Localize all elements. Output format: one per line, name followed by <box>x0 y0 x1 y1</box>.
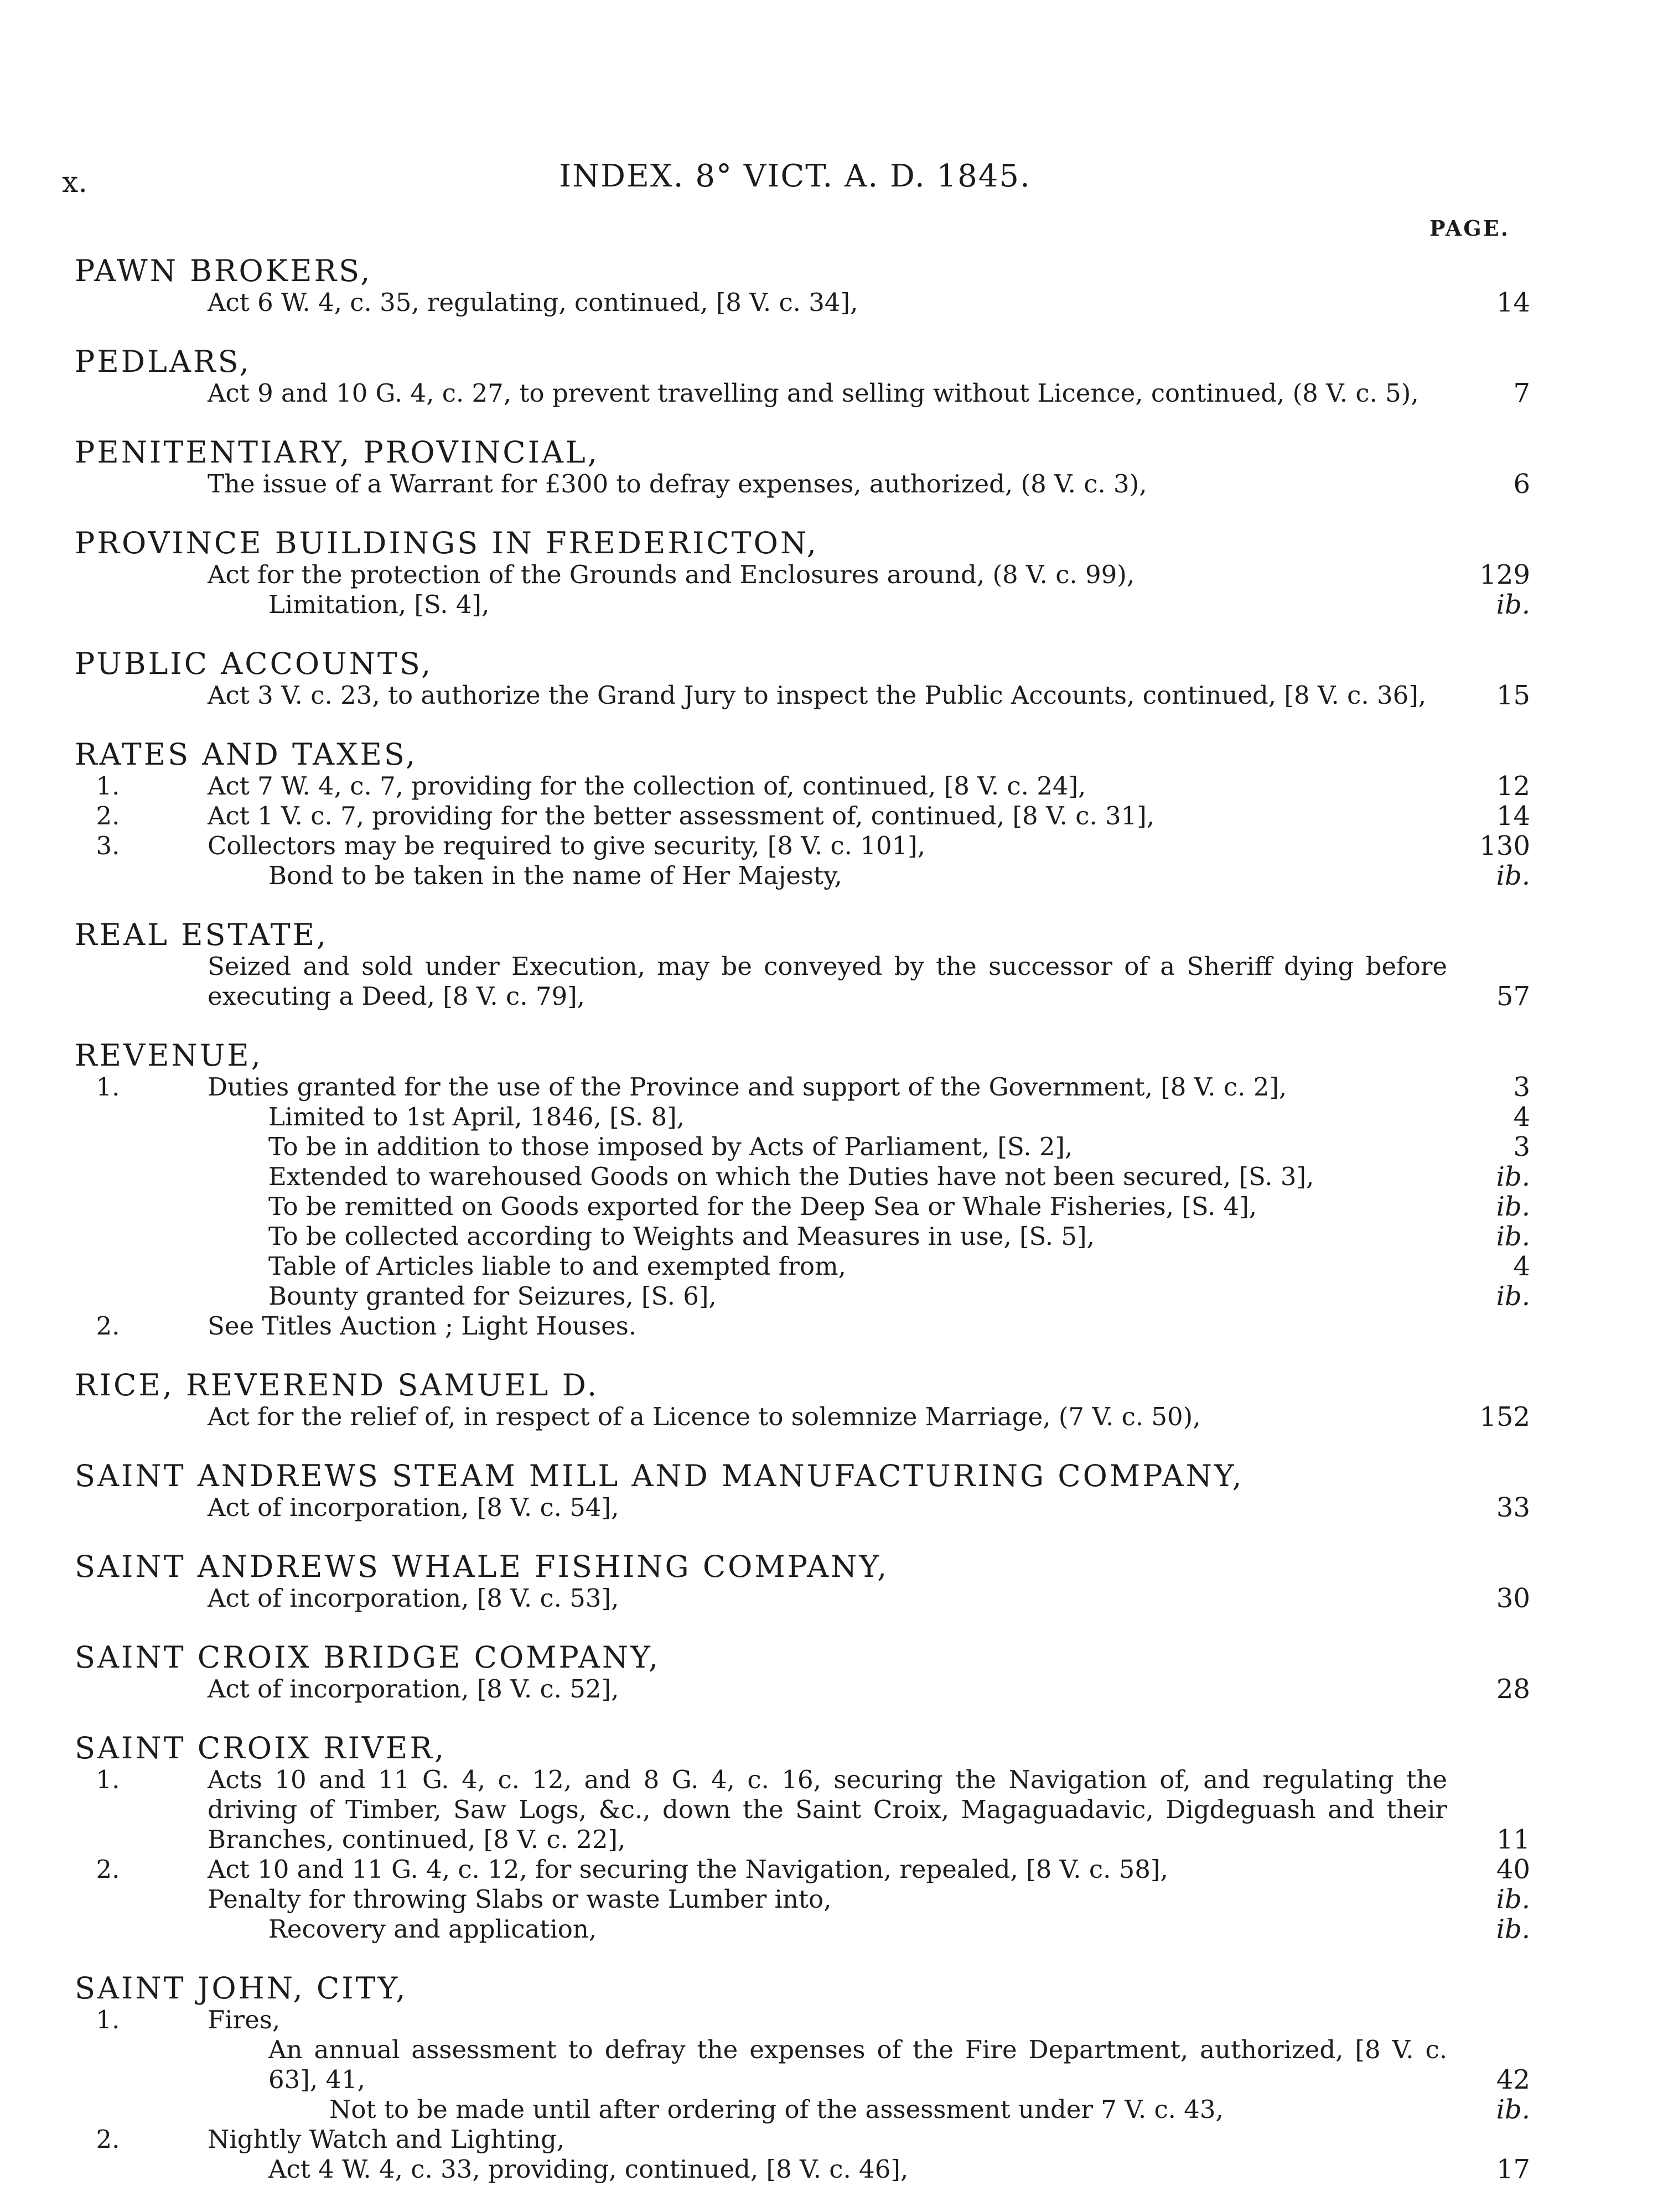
entry-line <box>75 1162 1530 1192</box>
page-reference: 57 <box>1496 981 1530 1012</box>
entry-heading: PEDLARS, <box>75 344 251 379</box>
entry-line <box>75 1281 1530 1311</box>
line-text: Act for the protection of the Grounds and Enclosures around, (8 V. c. 99), <box>208 560 1135 589</box>
line-number <box>75 952 141 1011</box>
entry-heading: RATES AND TAXES, <box>75 737 418 772</box>
line-text: Act 7 W. 4, c. 7, providing for the collection of, continued, [8 V. c. 24], <box>208 771 1086 801</box>
line-text: To be collected according to Weights and Measures in use, [S. 5], <box>268 1222 1095 1251</box>
entry-line <box>75 2125 1530 2154</box>
line-text: Collectors may be required to give security, [8 V. c. 101], <box>208 831 926 860</box>
line-number: 1. <box>96 1765 120 1794</box>
entry-heading: SAINT JOHN, CITY, <box>75 1971 408 2006</box>
entry-heading: SAINT ANDREWS STEAM MILL AND MANUFACTURING COMPANY, <box>75 1458 1244 1493</box>
line-number <box>75 1252 141 1281</box>
line-number <box>75 560 141 590</box>
page-reference: 42 <box>1496 2064 1530 2095</box>
entry-line <box>75 801 1530 831</box>
line-text: Limitation, [S. 4], <box>268 590 490 619</box>
line-number <box>75 469 141 499</box>
line-text: Act 3 V. c. 23, to authorize the Grand Jury to inspect the Public Accounts, continued, [8 V. c. 36], <box>208 681 1427 710</box>
index-entry <box>75 436 1530 499</box>
line-number <box>75 861 141 891</box>
page-reference: 15 <box>1496 680 1530 711</box>
index-entry <box>75 1039 1530 1341</box>
roman-page-number: x. <box>62 166 87 199</box>
line-text: Not to be made until after ordering of the assessment under 7 V. c. 43, <box>329 2095 1224 2124</box>
page-reference: ib. <box>1496 1161 1530 1192</box>
entry-line <box>75 681 1530 710</box>
line-text: See Titles Auction ; Light Houses. <box>208 1311 637 1341</box>
page-reference: 12 <box>1496 771 1530 802</box>
line-text: Seized and sold under Execution, may be conveyed by the successor of a Sheriff dying before executing a Deed, [8 V. c. 79], <box>208 952 1447 1011</box>
line-text: Limited to 1st April, 1846, [S. 8], <box>268 1102 685 1131</box>
page-reference: 17 <box>1496 2154 1530 2185</box>
line-number <box>75 1281 141 1311</box>
line-number: 3. <box>96 831 120 860</box>
entry-line <box>75 1493 1530 1523</box>
line-number <box>75 1674 141 1704</box>
line-number <box>75 1493 141 1523</box>
index-entry <box>75 255 1530 318</box>
line-text: Duties granted for the use of the Province and support of the Government, [8 V. c. 2], <box>208 1072 1287 1102</box>
page-reference: 40 <box>1496 1854 1530 1885</box>
line-number <box>75 681 141 710</box>
line-number <box>75 1583 141 1613</box>
entry-line <box>75 1884 1530 1914</box>
entry-heading: SAINT CROIX BRIDGE COMPANY, <box>75 1640 660 1675</box>
page-reference: 11 <box>1496 1824 1530 1855</box>
index-entry <box>75 1369 1530 1432</box>
page-reference: ib. <box>1496 589 1530 620</box>
index-entry <box>75 647 1530 710</box>
page-reference: 130 <box>1479 830 1530 861</box>
line-text: Extended to warehoused Goods on which the Duties have not been secured, [S. 3], <box>268 1162 1314 1191</box>
page-reference: 4 <box>1513 1102 1530 1133</box>
line-number <box>75 2035 141 2095</box>
line-number <box>75 288 141 318</box>
page-reference: ib. <box>1496 1221 1530 1252</box>
entry-line <box>75 2154 1530 2184</box>
entry-line <box>75 861 1530 891</box>
index-entry <box>75 345 1530 408</box>
page-reference: 14 <box>1496 801 1530 832</box>
page-reference: 3 <box>1513 1131 1530 1162</box>
index-entry <box>75 1732 1530 1944</box>
entry-line <box>75 288 1530 318</box>
page-reference: 6 <box>1513 469 1530 500</box>
index-entry <box>75 1460 1530 1523</box>
entry-line <box>75 1102 1530 1132</box>
page-reference: ib. <box>1496 1281 1530 1312</box>
page-reference: ib. <box>1496 1191 1530 1222</box>
index-entries <box>75 255 1530 2212</box>
entry-line <box>75 1252 1530 1281</box>
page-title: INDEX. 8° VICT. A. D. 1845. <box>559 158 1031 194</box>
entry-line <box>75 590 1530 620</box>
line-number <box>75 1132 141 1162</box>
index-entry <box>75 1550 1530 1613</box>
entry-line <box>75 1765 1530 1855</box>
entry-heading: REAL ESTATE, <box>75 917 329 952</box>
line-text: To be in addition to those imposed by Acts of Parliament, [S. 2], <box>268 1132 1073 1161</box>
entry-heading: SAINT ANDREWS WHALE FISHING COMPANY, <box>75 1549 889 1584</box>
entry-line <box>75 560 1530 590</box>
line-number: 2. <box>96 2125 120 2154</box>
line-text: An annual assessment to defray the expenses of the Fire Department, authorized, [8 V. c. 63], 41, <box>268 2035 1447 2094</box>
line-number: 1. <box>96 1072 120 1102</box>
line-number <box>75 2154 141 2184</box>
line-text: Recovery and application, <box>268 1914 597 1944</box>
line-text: Act of incorporation, [8 V. c. 52], <box>208 1674 619 1704</box>
index-entry <box>75 1972 1530 2184</box>
index-entry <box>75 1641 1530 1704</box>
line-text: Act 4 W. 4, c. 33, providing, continued, [8 V. c. 46], <box>268 2154 909 2184</box>
page-column-label: PAGE. <box>1429 216 1510 241</box>
line-text: Acts 10 and 11 G. 4, c. 12, and 8 G. 4, c. 16, securing the Navigation of, and regulating the driving of Timber, Saw Logs, &c., down the Saint Croix, Magaguadavic, Digdeguash and their Branches, continued, [8 V. c. 22], <box>208 1765 1447 1854</box>
entry-line <box>75 1311 1530 1341</box>
line-number <box>75 1192 141 1222</box>
line-number <box>75 590 141 620</box>
entry-line <box>75 1222 1530 1252</box>
line-text: Fires, <box>208 2005 281 2034</box>
entry-heading: PUBLIC ACCOUNTS, <box>75 646 433 681</box>
entry-heading: REVENUE, <box>75 1038 263 1073</box>
line-text: Act 1 V. c. 7, providing for the better assessment of, continued, [8 V. c. 31], <box>208 801 1155 830</box>
entry-line <box>75 2095 1530 2125</box>
entry-line <box>75 1674 1530 1704</box>
index-entry <box>75 527 1530 620</box>
line-text: Penalty for throwing Slabs or waste Lumber into, <box>208 1884 832 1914</box>
entry-line <box>75 831 1530 861</box>
line-number <box>75 1162 141 1192</box>
line-number: 2. <box>96 1855 120 1884</box>
line-text: Act 10 and 11 G. 4, c. 12, for securing the Navigation, repealed, [8 V. c. 58], <box>208 1855 1168 1884</box>
index-entry <box>75 918 1530 1011</box>
entry-line <box>75 2005 1530 2035</box>
entry-line <box>75 952 1530 1011</box>
entry-line <box>75 378 1530 408</box>
line-text: Table of Articles liable to and exempted from, <box>268 1252 846 1281</box>
entry-line <box>75 469 1530 499</box>
page-reference: ib. <box>1496 860 1530 891</box>
page-reference: 152 <box>1479 1401 1530 1432</box>
entry-line <box>75 1132 1530 1162</box>
page-reference: 3 <box>1513 1072 1530 1103</box>
page-reference: ib. <box>1496 1884 1530 1915</box>
line-number: 1. <box>96 2005 120 2034</box>
page-reference: 129 <box>1479 559 1530 590</box>
page-reference: ib. <box>1496 1914 1530 1945</box>
line-number <box>75 1222 141 1252</box>
page-reference: 30 <box>1496 1583 1530 1614</box>
line-number <box>75 1402 141 1432</box>
line-text: Nightly Watch and Lighting, <box>208 2125 565 2154</box>
page-reference: 14 <box>1496 287 1530 318</box>
line-number <box>75 1914 141 1944</box>
line-number <box>75 378 141 408</box>
line-text: Bond to be taken in the name of Her Majesty, <box>268 861 842 890</box>
line-number: 1. <box>96 771 120 801</box>
line-text: Act of incorporation, [8 V. c. 54], <box>208 1493 619 1522</box>
entry-line <box>75 771 1530 801</box>
entry-line <box>75 1855 1530 1884</box>
line-text: Act 9 and 10 G. 4, c. 27, to prevent travelling and selling without Licence, continued, (8 V. c. 5), <box>208 378 1419 408</box>
entry-heading: PENITENTIARY, PROVINCIAL, <box>75 435 599 470</box>
entry-line <box>75 1583 1530 1613</box>
line-text: Bounty granted for Seizures, [S. 6], <box>268 1281 717 1311</box>
line-text: To be remitted on Goods exported for the Deep Sea or Whale Fisheries, [S. 4], <box>268 1192 1257 1221</box>
entry-heading: SAINT CROIX RIVER, <box>75 1731 447 1766</box>
entry-line <box>75 1914 1530 1944</box>
page-reference: 28 <box>1496 1674 1530 1705</box>
line-text: Act 6 W. 4, c. 35, regulating, continued, [8 V. c. 34], <box>208 288 858 317</box>
entry-heading: PAWN BROKERS, <box>75 253 372 288</box>
entry-heading: RICE, REVEREND SAMUEL D. <box>75 1368 599 1403</box>
entry-line <box>75 1192 1530 1222</box>
line-text: Act of incorporation, [8 V. c. 53], <box>208 1583 619 1613</box>
entry-heading: PROVINCE BUILDINGS IN FREDERICTON, <box>75 526 819 560</box>
entry-line <box>75 1072 1530 1102</box>
line-number <box>75 2095 141 2125</box>
page-reference: 33 <box>1496 1492 1530 1523</box>
line-text: The issue of a Warrant for £300 to defray expenses, authorized, (8 V. c. 3), <box>208 469 1147 499</box>
line-number: 2. <box>96 801 120 830</box>
line-number <box>75 1884 141 1914</box>
entry-line <box>75 2035 1530 2095</box>
line-text: Act for the relief of, in respect of a Licence to solemnize Marriage, (7 V. c. 50), <box>208 1402 1201 1431</box>
page-reference: 7 <box>1513 378 1530 409</box>
page-reference: ib. <box>1496 2094 1530 2125</box>
line-number <box>75 1102 141 1132</box>
line-number: 2. <box>96 1311 120 1341</box>
index-entry <box>75 738 1530 891</box>
entry-line <box>75 1402 1530 1432</box>
page-reference: 4 <box>1513 1251 1530 1282</box>
